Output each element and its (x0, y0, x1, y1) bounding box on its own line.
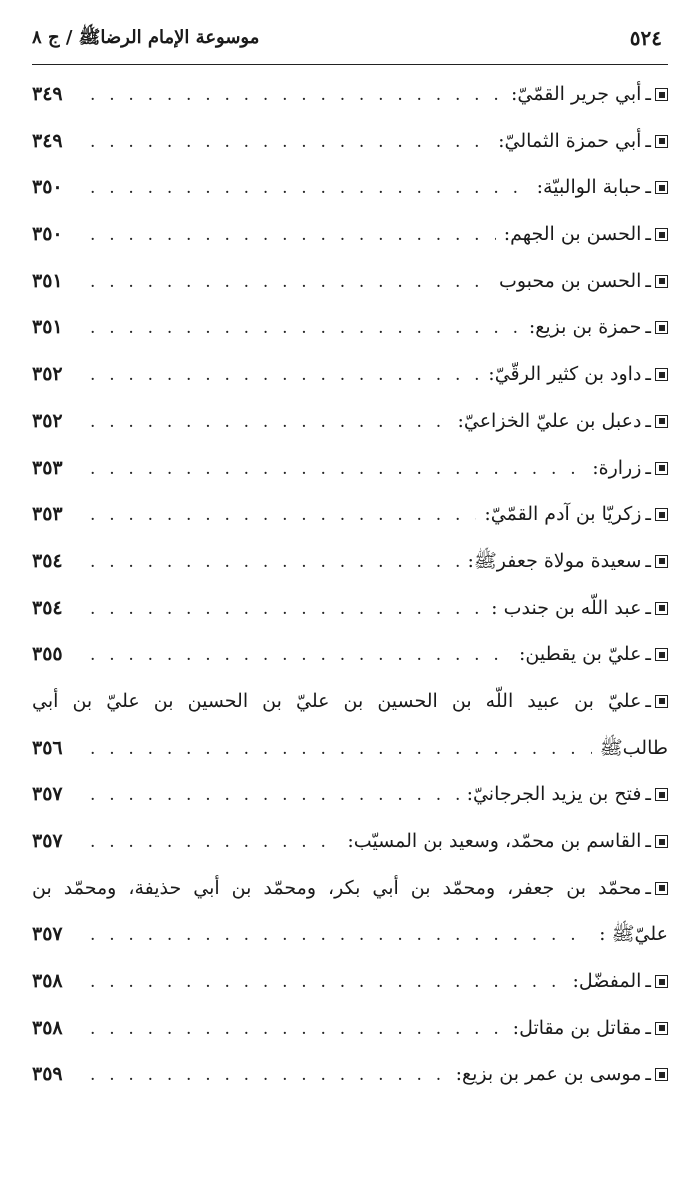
dot-leader (90, 1006, 505, 1053)
dot-leader (90, 352, 480, 399)
entry-page-number: ٣٥٨ (32, 970, 63, 993)
square-bullet-icon (655, 602, 668, 615)
toc-entry[interactable] (32, 1005, 668, 1052)
toc-entry[interactable] (32, 351, 668, 398)
dot-leader (90, 259, 491, 306)
entry-page-number: ٣٥١ (32, 269, 63, 292)
toc-entry[interactable] (32, 818, 668, 865)
toc-entry[interactable] (32, 538, 668, 585)
dot-leader (90, 819, 339, 866)
entry-label: حبابة الوالبيّة: (536, 176, 642, 199)
dot-leader (90, 912, 591, 959)
square-bullet-icon (655, 181, 668, 194)
dot-leader (90, 1052, 448, 1099)
entry-label: القاسم بن محمّد، وسعيد بن المسيّب: (347, 830, 642, 852)
entry-page-number: ٣٥٧ (32, 923, 63, 946)
entry-page-number: ٣٥٩ (32, 1063, 63, 1086)
entry-page-number: ٣٥١ (32, 316, 63, 339)
dot-leader (90, 492, 476, 539)
entry-dash: ـ (645, 83, 651, 105)
page-header (32, 24, 668, 65)
toc-entry-line-1[interactable] (32, 865, 668, 912)
entry-label: سعيدة مولاة جعفرﷺ: (467, 549, 642, 572)
entry-label-continued: طالبﷺ (599, 736, 668, 759)
toc-entry[interactable] (32, 491, 668, 538)
entry-dash: ـ (645, 409, 651, 432)
entry-dash: ـ (645, 783, 651, 806)
entry-label: أبي حمزة الثماليّ: (498, 129, 642, 152)
entry-label: زرارة: (592, 456, 642, 479)
square-bullet-icon (655, 555, 668, 568)
entry-page-number: ٣٥٣ (32, 456, 63, 479)
square-bullet-icon (655, 975, 668, 988)
entry-page-number: ٣٥٥ (32, 643, 63, 666)
entry-label: موسى بن عمر بن بزيع: (455, 1063, 642, 1086)
entry-label: مقاتل بن مقاتل: (512, 1016, 642, 1039)
entry-page-number: ٣٤٩ (32, 129, 63, 152)
dot-leader (90, 399, 449, 446)
entry-page-number: ٣٥٢ (32, 363, 63, 386)
dot-leader (90, 165, 529, 212)
entry-dash: ـ (645, 830, 651, 852)
entry-dash: ـ (645, 176, 651, 199)
entry-dash: ـ (645, 970, 651, 993)
entry-label: عبد اللّه بن جندب : (491, 596, 642, 619)
entry-page-number: ٣٥٢ (32, 409, 63, 432)
entry-label: محمّد بن جعفر، ومحمّد بن أبي بكر، ومحمّد بن أبي حذيفة، ومحمّد بن (32, 876, 642, 899)
entry-dash: ـ (645, 223, 651, 246)
toc-entry[interactable] (32, 631, 668, 678)
entry-label: دعبل بن عليّ الخزاعيّ: (457, 409, 642, 432)
toc-entry-line-2[interactable] (32, 725, 668, 772)
entry-page-number: ٣٥٧ (32, 830, 63, 852)
toc-entry[interactable] (32, 164, 668, 211)
entry-page-number: ٣٥٠ (32, 223, 63, 246)
square-bullet-icon (655, 462, 668, 475)
toc-entry-line-2[interactable] (32, 911, 668, 958)
entry-label-continued: عليّﷺ : (599, 923, 668, 946)
toc-entry[interactable] (32, 398, 668, 445)
entry-dash: ـ (645, 363, 651, 386)
dot-leader (90, 726, 592, 773)
toc-entry[interactable] (32, 211, 668, 258)
square-bullet-icon (655, 1022, 668, 1035)
toc-entry[interactable] (32, 258, 668, 305)
entry-dash: ـ (645, 503, 651, 526)
entry-label: الحسن بن الجهم: (503, 223, 642, 246)
page-number: ٥٢٤ (629, 26, 662, 50)
square-bullet-icon (655, 321, 668, 334)
entry-label: الحسن بن محبوب (498, 269, 642, 292)
entry-page-number: ٣٥٠ (32, 176, 63, 199)
entry-dash: ـ (645, 1063, 651, 1086)
square-bullet-icon (655, 835, 668, 848)
entry-label: داود بن كثير الرقّيّ: (488, 363, 642, 386)
dot-leader (90, 212, 496, 259)
dot-leader (90, 539, 459, 586)
toc-entry[interactable] (32, 1051, 668, 1098)
entry-dash: ـ (645, 549, 651, 572)
dot-leader (90, 632, 511, 679)
entry-page-number: ٣٥٤ (32, 549, 63, 572)
square-bullet-icon (655, 275, 668, 288)
square-bullet-icon (655, 508, 668, 521)
square-bullet-icon (655, 228, 668, 241)
entry-dash: ـ (645, 269, 651, 292)
entry-page-number: ٣٤٩ (32, 83, 63, 105)
entry-page-number: ٣٥٣ (32, 503, 63, 526)
entry-dash: ـ (645, 1016, 651, 1039)
entry-page-number: ٣٥٧ (32, 783, 63, 806)
entry-dash: ـ (645, 456, 651, 479)
square-bullet-icon (655, 368, 668, 381)
entry-page-number: ٣٥٤ (32, 596, 63, 619)
entry-dash: ـ (645, 316, 651, 339)
dot-leader (90, 446, 584, 493)
square-bullet-icon (655, 695, 668, 708)
entry-page-number: ٣٥٦ (32, 736, 63, 759)
square-bullet-icon (655, 135, 668, 148)
dot-leader (90, 959, 564, 1006)
toc-entry[interactable] (32, 585, 668, 632)
entry-label: المفضّل: (572, 970, 642, 993)
dot-leader (90, 586, 483, 633)
dot-leader (90, 72, 503, 119)
dot-leader (90, 305, 521, 352)
running-title: موسوعة الإمام الرضاﷺ / ج ٨ (32, 27, 260, 48)
entry-label: عليّ بن يقطين: (519, 643, 642, 666)
toc-entry-line-1[interactable] (32, 678, 668, 725)
table-of-contents (32, 71, 668, 1098)
dot-leader (90, 119, 490, 166)
toc-entry[interactable] (32, 445, 668, 492)
toc-entry[interactable] (32, 958, 668, 1005)
entry-dash: ـ (645, 876, 651, 899)
dot-leader (90, 772, 459, 819)
entry-label: حمزة بن بزيع: (528, 316, 642, 339)
square-bullet-icon (655, 88, 668, 101)
entry-label: فتح بن يزيد الجرجانيّ: (466, 783, 642, 806)
entry-dash: ـ (645, 689, 651, 712)
entry-dash: ـ (645, 129, 651, 152)
entry-label: زكريّا بن آدم القمّيّ: (484, 503, 642, 526)
square-bullet-icon (655, 1068, 668, 1081)
square-bullet-icon (655, 648, 668, 661)
square-bullet-icon (655, 882, 668, 895)
toc-entry[interactable] (32, 304, 668, 351)
entry-page-number: ٣٥٨ (32, 1016, 63, 1039)
square-bullet-icon (655, 788, 668, 801)
entry-dash: ـ (645, 643, 651, 666)
toc-entry[interactable] (32, 118, 668, 165)
toc-entry[interactable] (32, 771, 668, 818)
entry-dash: ـ (645, 596, 651, 619)
square-bullet-icon (655, 415, 668, 428)
entry-label: أبي جرير القمّيّ: (511, 83, 642, 105)
toc-entry[interactable] (32, 71, 668, 118)
entry-label: عليّ بن عبيد اللّه بن الحسين بن عليّ بن الحسين بن عليّ بن أبي (32, 689, 642, 712)
